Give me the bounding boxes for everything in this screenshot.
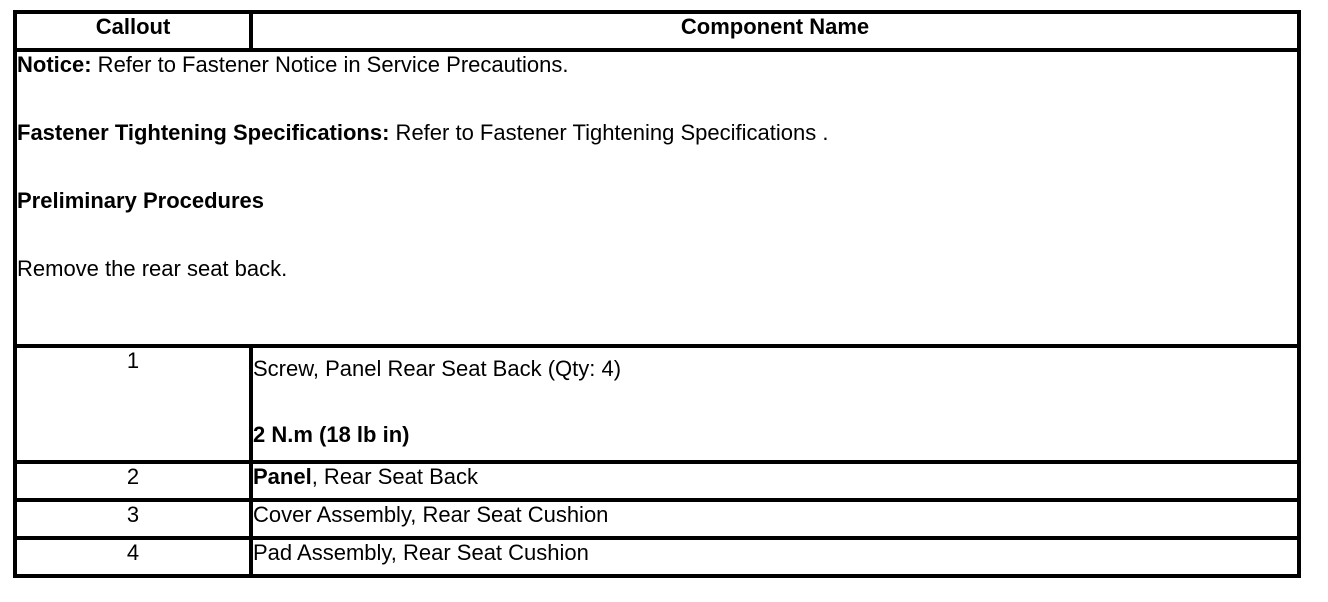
callout-cell: 4 (15, 538, 251, 576)
callout-cell: 2 (15, 462, 251, 500)
preliminary-heading: Preliminary Procedures (17, 188, 265, 213)
notes-row (15, 50, 1299, 346)
table-row (15, 462, 1299, 500)
component-name-rest: , Rear Seat Back (311, 464, 479, 489)
component-name-bold: Panel (253, 464, 312, 489)
component-table (13, 10, 1301, 578)
fastener-label: Fastener Tightening Specifications: (17, 120, 390, 145)
header-callout: Callout (15, 12, 251, 50)
header-component-name: Component Name (251, 12, 1299, 50)
component-name: Pad Assembly, Rear Seat Cushion (251, 538, 1299, 576)
preliminary-text: Remove the rear seat back. (17, 256, 288, 281)
notice-line (17, 52, 1297, 78)
component-cell (251, 346, 1299, 462)
notice-label: Notice: (17, 52, 92, 77)
header-row (15, 12, 1299, 50)
notice-text: Refer to Fastener Notice in Service Precautions. (91, 52, 569, 77)
callout-cell: 3 (15, 500, 251, 538)
table-row (15, 346, 1299, 462)
fastener-line (17, 120, 1297, 146)
component-cell (251, 462, 1299, 500)
table-row (15, 500, 1299, 538)
component-name: Screw, Panel Rear Seat Back (Qty: 4) (253, 356, 622, 381)
component-name: Cover Assembly, Rear Seat Cushion (251, 500, 1299, 538)
callout-cell: 1 (15, 346, 251, 462)
torque-spec: 2 N.m (18 lb in) (253, 422, 410, 447)
table-row (15, 538, 1299, 576)
notes-cell (15, 50, 1299, 346)
fastener-text: Refer to Fastener Tightening Specifications . (389, 120, 829, 145)
